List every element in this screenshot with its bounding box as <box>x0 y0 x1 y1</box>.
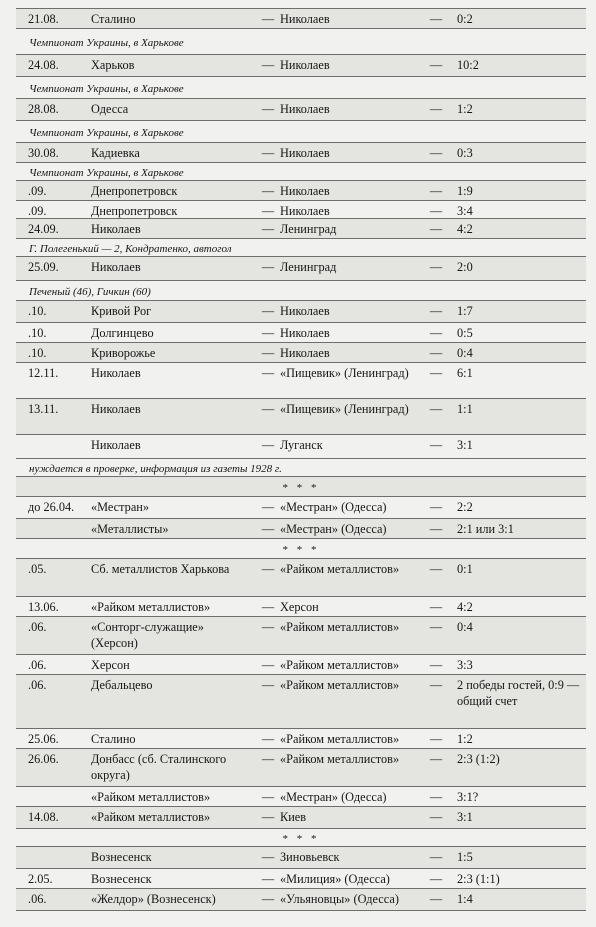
match-date: .09. <box>28 204 47 218</box>
home-team: «Райком металлистов» <box>91 600 211 614</box>
match-row <box>16 200 586 219</box>
match-date: 24.09. <box>28 222 59 236</box>
away-team: «Пищевик» (Ленинград) <box>280 366 409 380</box>
away-team: «Райком металлистов» <box>280 678 400 692</box>
match-row <box>16 342 586 363</box>
match-date: .09. <box>28 184 47 198</box>
dash: — <box>429 658 443 672</box>
home-team: Долгинцево <box>91 326 154 340</box>
dash: — <box>261 58 275 72</box>
match-score: 3:1 <box>457 438 473 452</box>
section-separator: * * * <box>282 833 320 845</box>
match-row <box>16 868 586 889</box>
match-row <box>16 728 586 749</box>
match-date: 26.06. <box>28 752 59 766</box>
match-score: 1:7 <box>457 304 473 318</box>
match-score: 2:1 или 3:1 <box>457 522 514 536</box>
dash: — <box>261 872 275 886</box>
away-team: Николаев <box>280 304 330 318</box>
match-note: Чемпионат Украины, в Харькове <box>29 37 184 49</box>
home-team: Николаев <box>91 260 141 274</box>
away-team: Николаев <box>280 346 330 360</box>
dash: — <box>429 752 443 766</box>
dash: — <box>429 500 443 514</box>
home-team: Вознесенск <box>91 872 152 886</box>
dash: — <box>429 600 443 614</box>
dash: — <box>429 732 443 746</box>
home-team: Сталино <box>91 12 136 26</box>
match-row <box>16 8 586 29</box>
dash: — <box>429 522 443 536</box>
home-team: «Сонторг-служащие» (Херсон) <box>91 620 204 650</box>
match-row <box>16 322 586 343</box>
match-score: 3:1 <box>457 810 473 824</box>
match-score: 4:2 <box>457 222 473 236</box>
dash: — <box>429 146 443 160</box>
away-team: Ленинград <box>280 222 337 236</box>
dash: — <box>261 500 275 514</box>
dash: — <box>429 346 443 360</box>
away-team: «Пищевик» (Ленинград) <box>280 402 409 416</box>
away-team: «Милиция» (Одесса) <box>280 872 390 886</box>
dash: — <box>429 12 443 26</box>
match-score: 10:2 <box>457 58 479 72</box>
dash: — <box>261 326 275 340</box>
match-score: 0:4 <box>457 620 473 634</box>
match-date: .05. <box>28 562 47 576</box>
note-row <box>16 28 586 55</box>
home-team: Донбасс (сб. Сталинского округа) <box>91 752 227 782</box>
match-date: до 26.04. <box>28 500 75 514</box>
dash: — <box>261 752 275 766</box>
home-team: «Металлисты» <box>91 522 169 536</box>
match-date: 12.11. <box>28 366 59 380</box>
match-row <box>16 846 586 869</box>
home-team: Дебальцево <box>91 678 153 692</box>
match-score: 2:0 <box>457 260 473 274</box>
dash: — <box>429 872 443 886</box>
match-note: Чемпионат Украины, в Харькове <box>29 127 184 139</box>
match-row <box>16 256 586 281</box>
match-note: Чемпионат Украины, в Харькове <box>29 83 184 95</box>
home-team: «Местран» <box>91 500 150 514</box>
match-score: 1:4 <box>457 892 473 906</box>
home-team: Николаев <box>91 402 141 416</box>
away-team: Николаев <box>280 204 330 218</box>
match-row <box>16 806 586 829</box>
away-team: «Местран» (Одесса) <box>280 522 387 536</box>
dash: — <box>429 58 443 72</box>
match-row <box>16 596 586 617</box>
note-row <box>16 458 586 477</box>
note-row <box>16 120 586 143</box>
away-team: Николаев <box>280 102 330 116</box>
dash: — <box>429 438 443 452</box>
dash: — <box>429 810 443 824</box>
dash: — <box>429 102 443 116</box>
dash: — <box>261 260 275 274</box>
match-row <box>16 54 586 77</box>
dash: — <box>429 562 443 576</box>
away-team: Зиновьевск <box>280 850 340 864</box>
match-row <box>16 434 586 459</box>
separator-row <box>16 476 586 497</box>
match-score: 3:4 <box>457 204 473 218</box>
dash: — <box>261 850 275 864</box>
match-row <box>16 142 586 163</box>
separator-row <box>16 538 586 559</box>
match-score: 2:2 <box>457 500 473 514</box>
away-team: «Местран» (Одесса) <box>280 790 387 804</box>
dash: — <box>261 402 275 416</box>
match-score: 6:1 <box>457 366 473 380</box>
match-note: Печеный (46), Гичкин (60) <box>29 286 151 298</box>
dash: — <box>261 184 275 198</box>
dash: — <box>429 790 443 804</box>
away-team: Николаев <box>280 12 330 26</box>
dash: — <box>261 522 275 536</box>
away-team: Николаев <box>280 184 330 198</box>
home-team: «Желдор» (Вознесенск) <box>91 892 216 906</box>
away-team: «Райком металлистов» <box>280 658 400 672</box>
dash: — <box>261 562 275 576</box>
dash: — <box>429 892 443 906</box>
match-row <box>16 218 586 239</box>
home-team: Сб. металлистов Харькова <box>91 562 230 576</box>
home-team: Сталино <box>91 732 136 746</box>
section-separator: * * * <box>282 482 320 494</box>
match-score: 0:1 <box>457 562 473 576</box>
match-date: .06. <box>28 678 47 692</box>
dash: — <box>261 146 275 160</box>
dash: — <box>261 790 275 804</box>
match-score: 4:2 <box>457 600 473 614</box>
match-row <box>16 558 586 597</box>
dash: — <box>261 222 275 236</box>
away-team: Луганск <box>280 438 323 452</box>
match-score: 0:2 <box>457 12 473 26</box>
dash: — <box>261 620 275 634</box>
match-score: 0:5 <box>457 326 473 340</box>
dash: — <box>261 366 275 380</box>
match-score: 1:2 <box>457 102 473 116</box>
match-row <box>16 748 586 787</box>
match-score: 0:4 <box>457 346 473 360</box>
dash: — <box>429 366 443 380</box>
dash: — <box>261 810 275 824</box>
match-row <box>16 518 586 539</box>
home-team: Херсон <box>91 658 130 672</box>
match-row <box>16 180 586 201</box>
home-team: Кривой Рог <box>91 304 152 318</box>
match-score: 2 победы гостей, 0:9 — общий счет <box>457 678 580 708</box>
dash: — <box>429 222 443 236</box>
dash: — <box>429 850 443 864</box>
dash: — <box>429 260 443 274</box>
dash: — <box>261 102 275 116</box>
home-team: Кадиевка <box>91 146 140 160</box>
away-team: Киев <box>280 810 307 824</box>
home-team: Николаев <box>91 222 141 236</box>
match-date: .10. <box>28 346 47 360</box>
away-team: «Райком металлистов» <box>280 752 400 766</box>
match-note: нуждается в проверке, информация из газеты 1928 г. <box>29 463 282 475</box>
note-row <box>16 280 586 301</box>
match-row <box>16 362 586 399</box>
match-date: .06. <box>28 658 47 672</box>
away-team: «Райком металлистов» <box>280 562 400 576</box>
home-team: Днепропетровск <box>91 184 178 198</box>
home-team: «Райком металлистов» <box>91 790 211 804</box>
match-note: Г. Полегенький — 2, Кондратенко, автогол <box>29 243 232 255</box>
dash: — <box>261 658 275 672</box>
dash: — <box>261 204 275 218</box>
match-score: 3:3 <box>457 658 473 672</box>
match-date: 30.08. <box>28 146 59 160</box>
match-row <box>16 674 586 729</box>
dash: — <box>429 304 443 318</box>
dash: — <box>429 402 443 416</box>
dash: — <box>429 326 443 340</box>
match-row <box>16 888 586 911</box>
dash: — <box>261 346 275 360</box>
away-team: Ленинград <box>280 260 337 274</box>
table-bottom-border <box>16 910 586 911</box>
away-team: Николаев <box>280 146 330 160</box>
dash: — <box>261 892 275 906</box>
match-row <box>16 654 586 675</box>
home-team: Харьков <box>91 58 135 72</box>
match-date: 25.09. <box>28 260 59 274</box>
match-score: 1:2 <box>457 732 473 746</box>
match-note: Чемпионат Украины, в Харькове <box>29 167 184 179</box>
match-row <box>16 786 586 807</box>
separator-row <box>16 828 586 847</box>
match-date: 2.05. <box>28 872 53 886</box>
note-row <box>16 76 586 99</box>
home-team: Николаев <box>91 438 141 452</box>
note-row <box>16 238 586 257</box>
note-row <box>16 162 586 181</box>
away-team: Николаев <box>280 58 330 72</box>
dash: — <box>261 678 275 692</box>
dash: — <box>261 304 275 318</box>
dash: — <box>429 204 443 218</box>
dash: — <box>261 438 275 452</box>
away-team: Херсон <box>280 600 319 614</box>
dash: — <box>429 620 443 634</box>
match-score: 3:1? <box>457 790 479 804</box>
match-row <box>16 98 586 121</box>
match-date: 25.06. <box>28 732 59 746</box>
match-score: 1:5 <box>457 850 473 864</box>
match-row <box>16 616 586 655</box>
match-date: 14.08. <box>28 810 59 824</box>
home-team: Днепропетровск <box>91 204 178 218</box>
match-date: 13.11. <box>28 402 59 416</box>
away-team: «Ульяновцы» (Одесса) <box>280 892 399 906</box>
match-score: 2:3 (1:2) <box>457 752 500 766</box>
away-team: «Райком металлистов» <box>280 732 400 746</box>
match-row <box>16 496 586 519</box>
away-team: «Райком металлистов» <box>280 620 400 634</box>
home-team: «Райком металлистов» <box>91 810 211 824</box>
home-team: Вознесенск <box>91 850 152 864</box>
match-date: 24.08. <box>28 58 59 72</box>
match-row <box>16 398 586 435</box>
match-date: 13.06. <box>28 600 59 614</box>
dash: — <box>429 678 443 692</box>
dash: — <box>261 600 275 614</box>
home-team: Николаев <box>91 366 141 380</box>
home-team: Одесса <box>91 102 129 116</box>
match-score: 1:9 <box>457 184 473 198</box>
dash: — <box>261 12 275 26</box>
match-date: 21.08. <box>28 12 59 26</box>
dash: — <box>429 184 443 198</box>
away-team: Николаев <box>280 326 330 340</box>
away-team: «Местран» (Одесса) <box>280 500 387 514</box>
match-score: 0:3 <box>457 146 473 160</box>
match-date: .10. <box>28 326 47 340</box>
match-score: 2:3 (1:1) <box>457 872 500 886</box>
match-date: .10. <box>28 304 47 318</box>
section-separator: * * * <box>282 544 320 556</box>
home-team: Криворожье <box>91 346 156 360</box>
match-date: 28.08. <box>28 102 59 116</box>
match-date: .06. <box>28 892 47 906</box>
dash: — <box>261 732 275 746</box>
match-score: 1:1 <box>457 402 473 416</box>
match-date: .06. <box>28 620 47 634</box>
match-row <box>16 300 586 323</box>
